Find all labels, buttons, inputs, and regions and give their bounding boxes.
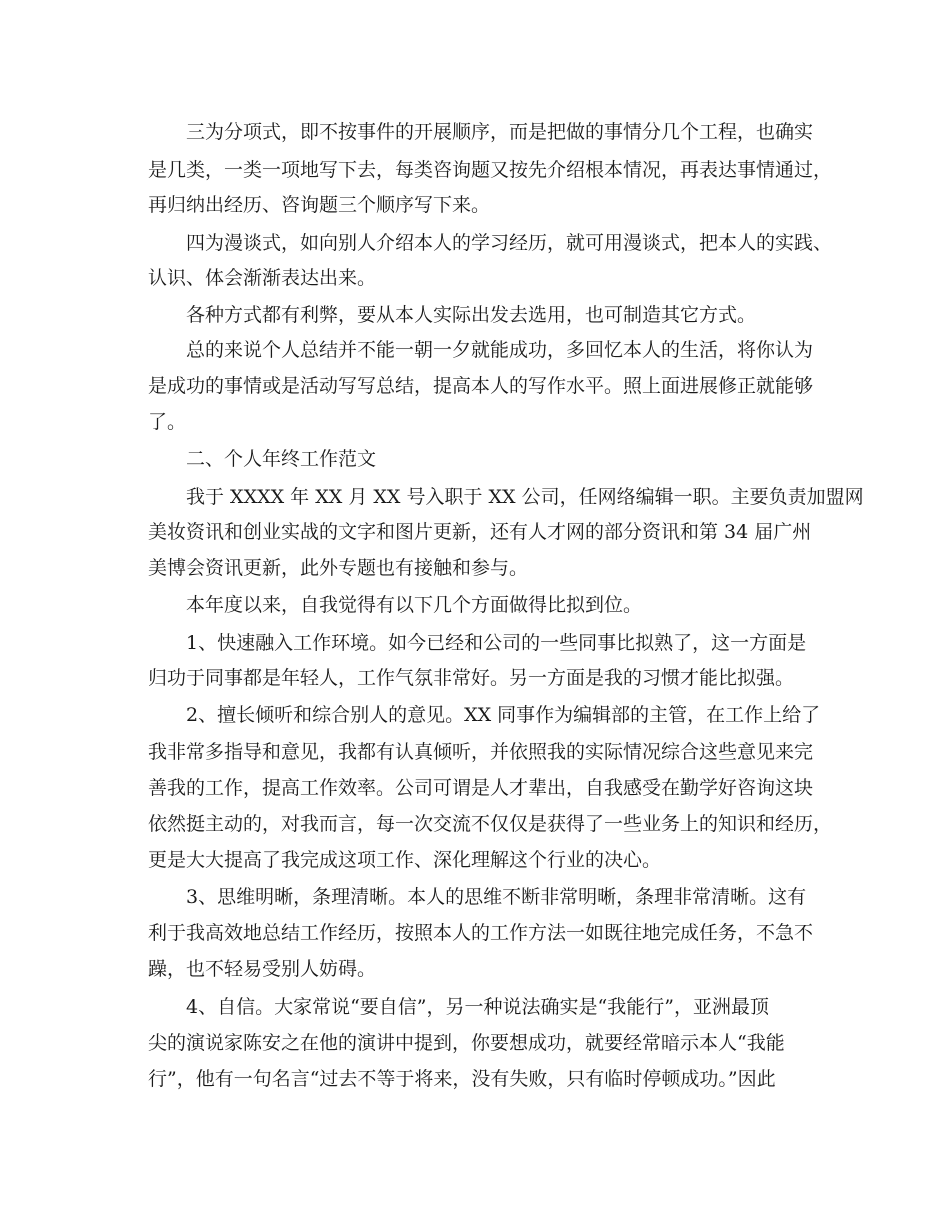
section-heading: 二、个人年终工作范文: [186, 448, 377, 470]
paragraph-line: 利于我高效地总结工作经历，按照本人的工作方法一如既往地完成任务，不急不: [148, 922, 814, 944]
paragraph-line: 躁，也不轻易受别人妨碍。: [148, 958, 377, 980]
paragraph-line: 再归纳出经历、咨询题三个顺序写下来。: [148, 194, 491, 216]
paragraph-line: 三为分项式，即不按事件的开展顺序，而是把做的事情分几个工程，也确实: [186, 121, 814, 143]
paragraph-line: 4、自信。大家常说“要自信”，另一种说法确实是“我能行”，亚洲最顶: [186, 996, 769, 1018]
paragraph-line: 行”，他有一句名言“过去不等于将来，没有失败，只有临时停顿成功。”因此: [148, 1068, 776, 1090]
paragraph-line: 我于 XXXX 年 XX 月 XX 号入职于 XX 公司，任网络编辑一职。主要负责加盟网: [186, 486, 864, 508]
paragraph-line: 归功于同事都是年轻人，工作气氛非常好。另一方面是我的习惯才能比拟强。: [148, 667, 795, 689]
paragraph-line: 美博会资讯更新，此外专题也有接触和参与。: [148, 557, 529, 579]
paragraph-line: 了。: [148, 411, 187, 433]
paragraph-line: 更是大大提高了我完成这项工作、深化理解这个行业的决心。: [148, 849, 662, 871]
paragraph-line: 是几类，一类一项地写下去，每类咨询题又按先介绍根本情况，再表达事情通过，: [148, 159, 833, 181]
paragraph-line: 尖的演说家陈安之在他的演讲中提到，你要想成功，就要经常暗示本人“我能: [148, 1032, 785, 1054]
paragraph-line: 总的来说个人总结并不能一朝一夕就能成功，多回忆本人的生活，将你认为: [186, 339, 814, 361]
paragraph-line: 我非常多指导和意见，我都有认真倾听，并依照我的实际情况综合这些意见来完: [148, 741, 814, 763]
paragraph-line: 是成功的事情或是活动写写总结，提高本人的写作水平。照上面进展修正就能够: [148, 375, 814, 397]
paragraph-line: 美妆资讯和创业实战的文字和图片更新，还有人才网的部分资讯和第 34 届广州: [148, 521, 812, 543]
paragraph-line: 善我的工作，提高工作效率。公司可谓是人才辈出，自我感受在勤学好咨询这块: [148, 777, 814, 799]
paragraph-line: 各种方式都有利弊，要从本人实际出发去选用，也可制造其它方式。: [186, 304, 757, 326]
paragraph-line: 1、快速融入工作环境。如今已经和公司的一些同事比拟熟了，这一方面是: [186, 632, 807, 654]
paragraph-line: 本年度以来，自我觉得有以下几个方面做得比拟到位。: [186, 594, 643, 616]
paragraph-line: 2、擅长倾听和综合别人的意见。XX 同事作为编辑部的主管，在工作上给了: [186, 704, 821, 726]
paragraph-line: 依然挺主动的，对我而言，每一次交流不仅仅是获得了一些业务上的知识和经历，: [148, 813, 833, 835]
paragraph-line: 3、思维明晰，条理清晰。本人的思维不断非常明晰，条理非常清晰。这有: [186, 886, 807, 908]
paragraph-line: 认识、体会渐渐表达出来。: [148, 267, 377, 289]
paragraph-line: 四为漫谈式，如向别人介绍本人的学习经历，就可用漫谈式，把本人的实践、: [186, 232, 833, 254]
